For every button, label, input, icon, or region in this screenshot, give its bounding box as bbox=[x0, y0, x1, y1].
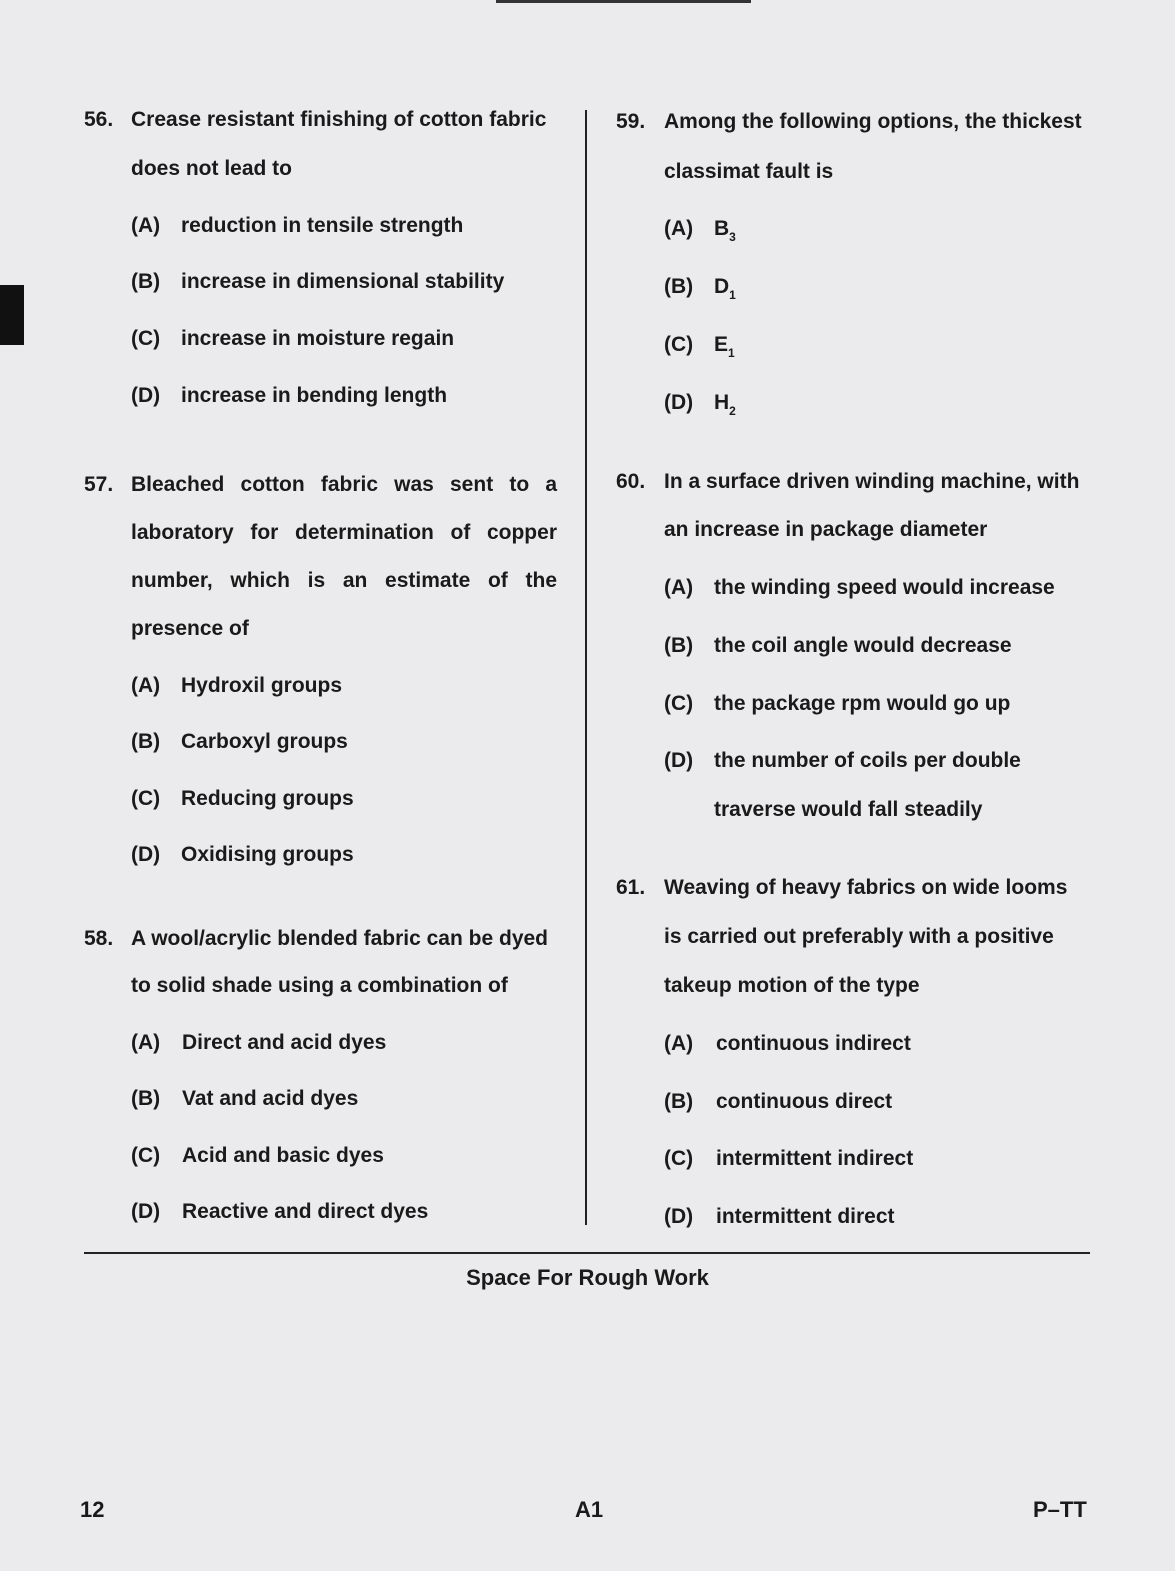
question-stem-line: A wool/acrylic blended fabric can be dyed bbox=[131, 927, 549, 950]
paper-code: P–TT bbox=[1033, 1497, 1087, 1522]
question-number: 61. bbox=[616, 876, 646, 899]
top-edge-mark bbox=[496, 0, 751, 3]
question-number: 59. bbox=[616, 110, 646, 133]
question-stem-line: presence of bbox=[131, 617, 249, 640]
question-number: 58. bbox=[84, 927, 114, 950]
question-stem-line: classimat fault is bbox=[664, 160, 834, 183]
booklet-code: A1 bbox=[575, 1497, 604, 1522]
question-stem-line: does not lead to bbox=[131, 157, 293, 180]
question-stem-line: laboratory for determination of copper bbox=[131, 521, 557, 544]
rough-work-divider bbox=[84, 1252, 1090, 1254]
question-stem-line: an increase in package diameter bbox=[664, 518, 988, 541]
page-number: 12 bbox=[80, 1497, 105, 1522]
question-number: 57. bbox=[84, 473, 114, 496]
question-stem-line: Among the following options, the thickest bbox=[664, 110, 1082, 133]
exam-page: 56. Crease resistant finishing of cotton fabric does not lead to (A) reduction in tensile strength (B) increase in dimensional stability (C) increase in moisture regain (D) increase in bending length 57. Bleached cotton fabric was sent to a laboratory for determination of copper number, which is an estimate of the presence of (A) Hydroxil groups (B) Carboxyl groups (C) Reducing groups (D) Oxidising groups 58. A wool/acrylic blended fabric can be dyed to solid shade using a combination of (A) Direct and acid dyes (B) Vat and acid dyes (C) Acid and basic dyes (D) Reactive and direct dyes 59. Among the following options, the thickest classimat fault is (A) $B_3$ (B) $D_1$ (C) $E_1$ (D) $H_2$ 60. In a surface driven winding machine, with an increase in package diameter (A) the winding speed would increase (B) the coil angle would decrease (C) the package rpm would go up (D) the number of coils per double traverse would fall steadily 61. Weaving of heavy fabrics on wide looms is carried out preferably with a positive takeup motion of the type (A) continuous indirect (B) continuous direct (C) intermittent indirect (D) intermittent direct Space For Rough Work 12 A1 P–TT bbox=[0, 0, 1175, 1571]
question-stem-line: Bleached cotton fabric was sent to a bbox=[131, 473, 557, 496]
question-number: 60. bbox=[616, 470, 646, 493]
question-stem-line: takeup motion of the type bbox=[664, 974, 920, 997]
question-stem-line: to solid shade using a combination of bbox=[131, 974, 508, 997]
column-divider bbox=[585, 110, 587, 1225]
question-number: 56. bbox=[84, 108, 114, 131]
side-black-tab bbox=[0, 285, 24, 345]
question-stem-line: Crease resistant finishing of cotton fabric bbox=[131, 108, 547, 131]
rough-work-heading: Space For Rough Work bbox=[466, 1265, 709, 1290]
question-stem-line: number, which is an estimate of the bbox=[131, 569, 557, 592]
question-stem-line: In a surface driven winding machine, with bbox=[664, 470, 1080, 493]
question-stem-line: Weaving of heavy fabrics on wide looms bbox=[664, 876, 1068, 899]
option-d-continuation: traverse would fall steadily bbox=[714, 798, 983, 821]
question-stem-line: is carried out preferably with a positive bbox=[664, 925, 1054, 948]
